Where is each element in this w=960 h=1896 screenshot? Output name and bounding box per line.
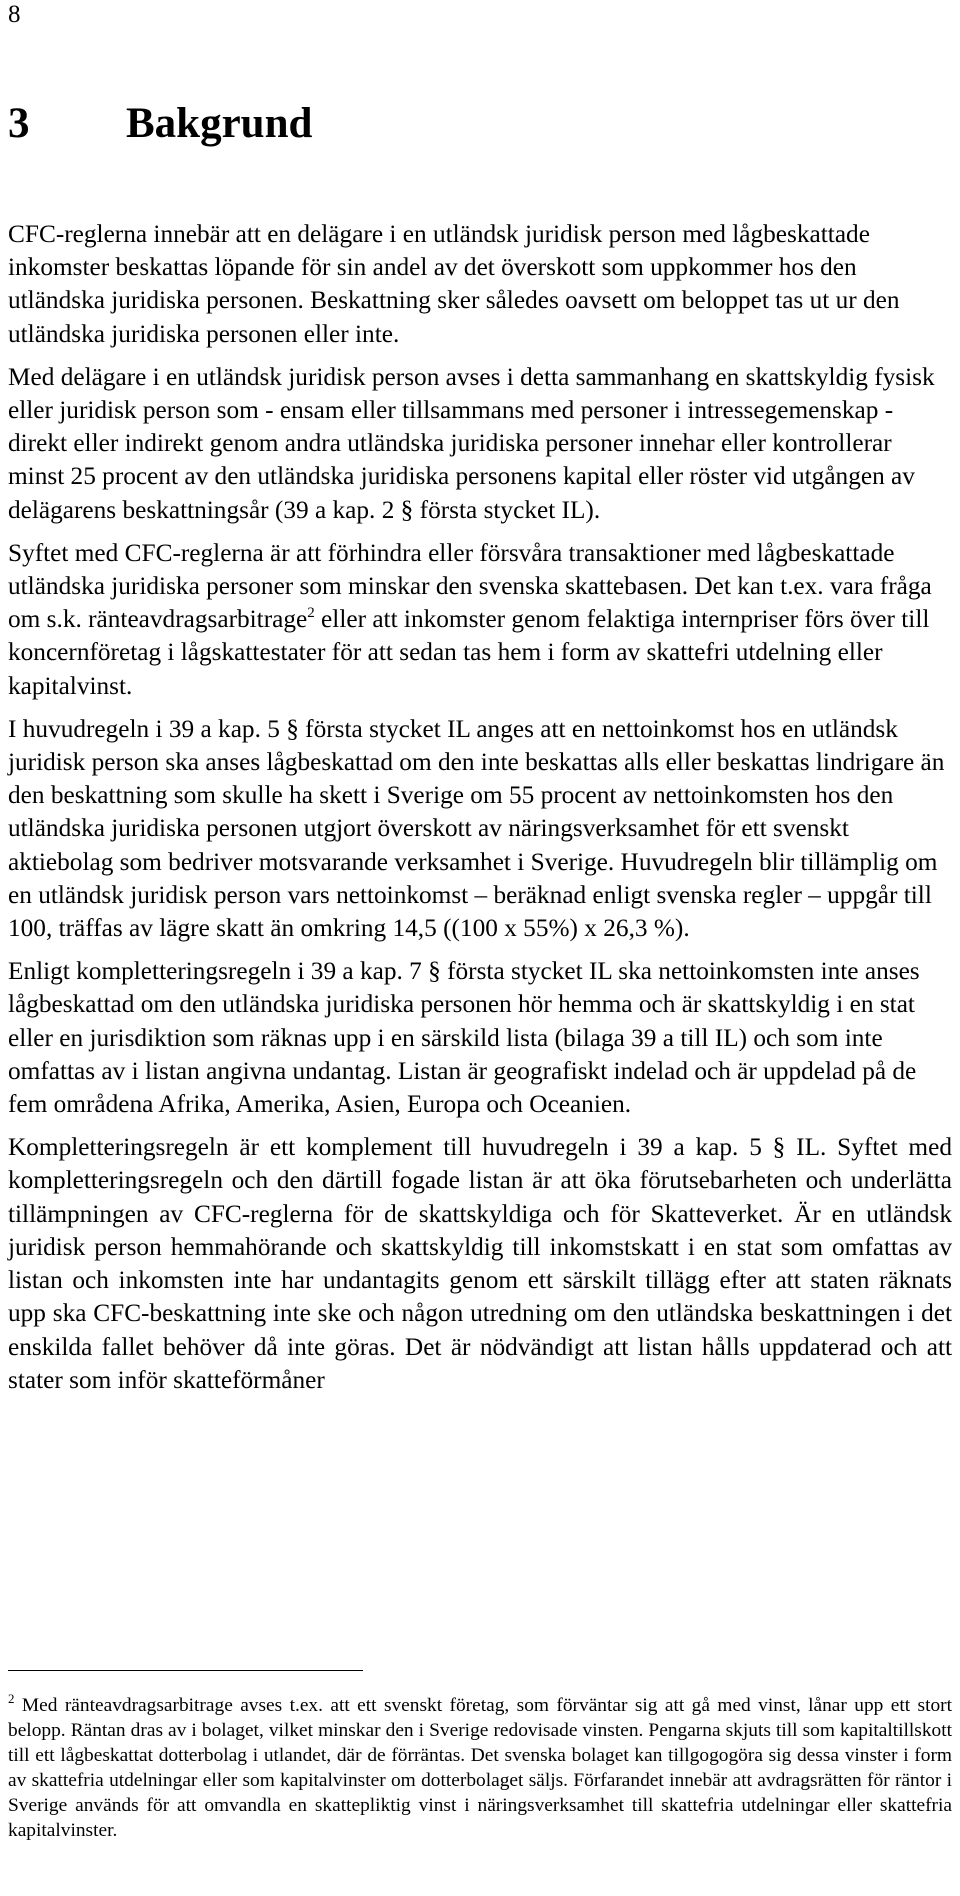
footnote [8,1693,952,1843]
footnote-text: Med ränteavdragsarbitrage avses t.ex. att ett svenskt företag, som förväntar sig att gå med vinst, lånar upp ett stort belopp. Räntan dras av i bolaget, vilket minskar den i Sverige redovisade vinsten. Pengarna skjuts till som kapitaltillskott till ett lågbeskattat dotterbolag i utlandet, där de förräntas. Det svenska bolaget kan tillgogogöra sig dessa vinster i form av skattefria utdelningar eller som kapitalvinster om dotterbolaget säljs. Förfarandet innebär att avdragsrätten för räntor i Sverige används för att omvandla en skattepliktig vinst i näringsverksamhet till skattefria utdelningar eller skattefria kapitalvinster. [8,1695,952,1841]
chapter-number: 3 [8,100,30,147]
paragraph-intro: CFC-reglerna innebär att en delägare i en utländsk juridisk person med lågbeskattade inkomster beskattas löpande för sin andel av det överskott som uppkommer hos den utländska juridiska personen. Beskattning sker således oavsett om beloppet tas ut ur den utländska juridiska personen eller inte. [8,220,900,348]
paragraph-kompletteringsregel: Enligt kompletteringsregeln i 39 a kap. 7 § första stycket IL ska nettoinkomsten inte anses lågbeskattad om den utländska juridiska personen hör hemma och är skattskyldig i en stat eller en jurisdiktion som räknas upp i en särskild lista (bilaga 39 a till IL) och som inte omfattas av i listan angivna undantag. Listan är geografiskt indelad och är uppdelad på de fem områdena Afrika, Amerika, Asien, Europa och Oceanien. [8,957,920,1119]
footnote-reference[interactable]: 2 [307,605,315,622]
page-number: 8 [8,1,21,28]
paragraph-delagare-definition: Med delägare i en utländsk juridisk person avses i detta sammanhang en skattskyldig fysisk eller juridisk person som - ensam eller tillsammans med personer i intressegemenskap - direkt eller indirekt genom andra utländska juridiska personer innehar eller kontrollerar minst 25 procent av den utländska juridiska personens kapital eller röster vid utgången av delägarens beskattningsår (39 a kap. 2 § första stycket IL). [8,362,935,524]
footnote-marker: 2 [8,1691,15,1706]
body-text [8,218,952,1407]
paragraph-syfte [8,537,952,703]
paragraph-komplement: Kompletteringsregeln är ett komplement till huvudregeln i 39 a kap. 5 § IL. Syftet med kompletteringsregeln och den därtill fogade listan är att öka förutsebarheten och underlätta tillämpningen av CFC-reglerna för de skattskyldiga och för Skatteverket. Är en utländsk juridisk person hemmahörande och skattskyldig till inkomstskatt i en stat som omfattas av listan och inkomsten inte har undantagits genom ett särskilt tillägg efter att staten räknats upp ska CFC-beskattning inte ske och någon utredning om den utländska beskattningen i det enskilda fallet behöver då inte göras. Det är nödvändigt att listan hålls uppdaterad och att stater som inför skatteförmåner [8,1133,952,1394]
footnote-separator [8,1670,363,1671]
paragraph-syfte-text-after: eller att inkomster genom felaktiga internpriser förs över till koncernföretag i lågskattestater för att sedan tas hem i form av skattefri utdelning eller kapitalvinst. [8,605,930,700]
chapter-title: Bakgrund [126,100,313,147]
paragraph-huvudregel: I huvudregeln i 39 a kap. 5 § första stycket IL anges att en nettoinkomst hos en utländsk juridisk person ska anses lågbeskattad om den inte beskattas alls eller beskattas lindrigare än den beskattning som skulle ha skett i Sverige om 55 procent av nettoinkomsten hos den utländska juridiska personen utgjort överskott av näringsverksamhet för ett svenskt aktiebolag som bedriver motsvarande verksamhet i Sverige. Huvudregeln blir tillämplig om en utländsk juridisk person vars nettoinkomst – beräknad enligt svenska regler – uppgår till 100, träffas av lägre skatt än omkring 14,5 ((100 x 55%) x 26,3 %). [8,714,945,943]
paragraph-syfte-text-before: Syftet med CFC-reglerna är att förhindra eller försvåra transaktioner med lågbeskattade utländska juridiska personer som minskar den svenska skattebasen. Det kan t.ex. vara fråga om s.k. ränteavdragsarbitrage [8,538,932,634]
chapter-heading [8,98,312,150]
